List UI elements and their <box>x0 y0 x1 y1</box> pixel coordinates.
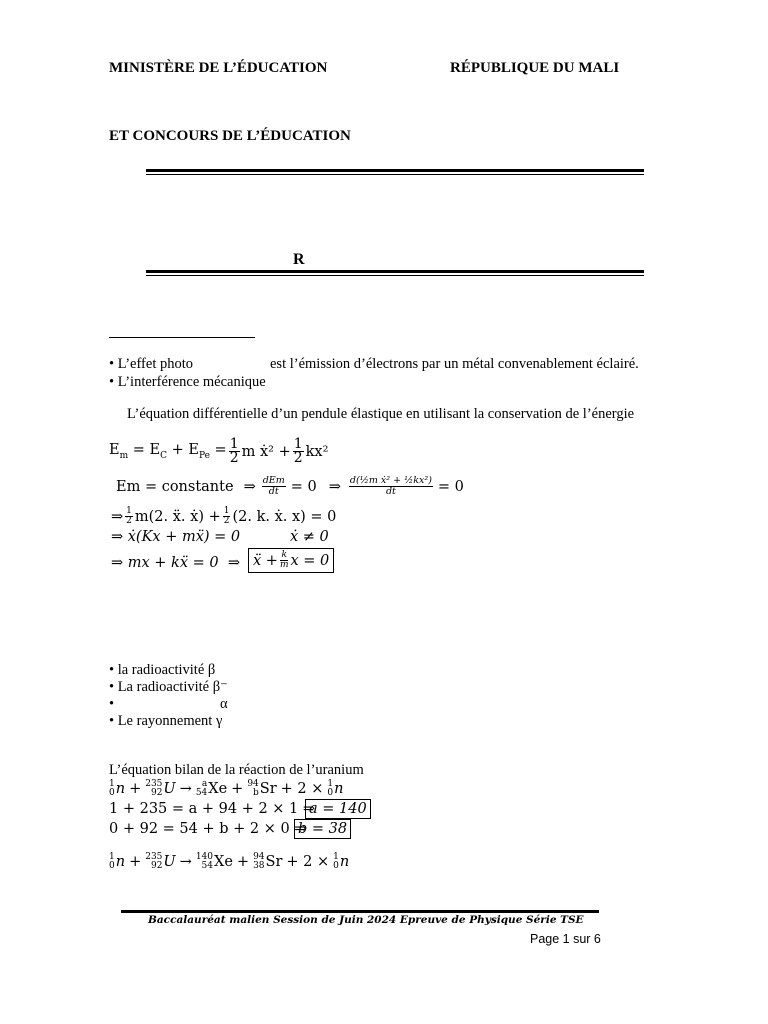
ministry-heading-line2: ET CONCOURS DE L’ÉDUCATION <box>109 128 351 144</box>
page-number: Page 1 sur 6 <box>530 932 601 946</box>
footer-rule <box>121 910 599 913</box>
bullet-alpha-marker: • <box>109 696 115 712</box>
energy-derivative-equation: Em = constante ⇒ $\frac{\text{dEm}}{dt}$ = 0 ⇒ $\frac{\text{d(½m ẋ² + ½kx²)}}{dt}$ = 0 <box>116 475 464 497</box>
bullet-gamma-radiation: • Le rayonnement γ <box>109 713 223 729</box>
mass-number-result-box: a = 140 <box>305 799 371 819</box>
energy-equation: $E_m = E_C + E_{Pe}$ = $\frac{1}{2}$ m ẋ² + $\frac{1}{2}$ kx² <box>109 436 329 466</box>
charge-number-result-box: b = 38 <box>294 819 351 839</box>
final-differential-equation-box: ẍ + $\frac{k}{m}$ x = 0 <box>248 548 334 573</box>
em-constant-label: Em = constante <box>116 478 234 495</box>
bullet-interference: • L’interférence mécanique <box>109 374 266 390</box>
mass-number-conservation: 1 + 235 = a + 94 + 2 × 1 ⇒ <box>109 801 316 817</box>
bullet-radioactivity-beta-minus: • La radioactivité β⁻ <box>109 679 228 695</box>
simplified-equation: ⇒ mx + kẍ = 0 ⇒ <box>111 555 240 571</box>
section-separator <box>109 337 255 338</box>
bullet-radioactivity-beta: • la radioactivité β <box>109 662 216 678</box>
title-top-rule-thick <box>146 169 644 172</box>
alpha-symbol: α <box>220 696 228 712</box>
bullet-photo-effect: • L’effet photo <box>109 356 194 372</box>
title-letter: R <box>293 251 305 268</box>
factored-equation: ⇒ ẋ(Kx + mẍ) = 0 <box>111 529 241 545</box>
footer-session: Baccalauréat malien Session de Juin 2024 Epreuve de Physique Série TSE <box>148 914 584 926</box>
republic-heading: RÉPUBLIQUE DU MALI <box>450 60 620 76</box>
differential-equation-intro: L’équation différentielle d’un pendule élastique en utilisant la conservation de l’énergie <box>127 406 635 422</box>
uranium-reaction-general: 1 0 n + 235 92 U → a 54 Xe + 94 b Sr + 2 × 1 0 n <box>109 779 344 798</box>
derivative-expansion: ⇒ $\frac{1}{2}$ m(2. ẍ. ẋ) + $\frac{1}{2}$ (2. k. ẋ. x) = 0 <box>111 506 337 526</box>
title-top-rule-thin <box>146 174 644 175</box>
ministry-heading: MINISTÈRE DE L’ÉDUCATION <box>109 60 328 76</box>
title-bottom-rule-thick <box>146 270 644 273</box>
velocity-nonzero: ẋ ≠ 0 <box>290 529 329 545</box>
uranium-reaction-intro: L’équation bilan de la réaction de l’uranium <box>109 762 364 778</box>
title-bottom-rule-thin <box>146 275 644 276</box>
photo-effect-definition: est l’émission d’électrons par un métal convenablement éclairé. <box>270 356 639 372</box>
charge-number-conservation: 0 + 92 = 54 + b + 2 × 0 ⇒ <box>109 821 307 837</box>
uranium-reaction-final: 1 0 n + 235 92 U → 140 54 Xe + 94 38 Sr + 2 × 1 0 n <box>109 852 350 871</box>
